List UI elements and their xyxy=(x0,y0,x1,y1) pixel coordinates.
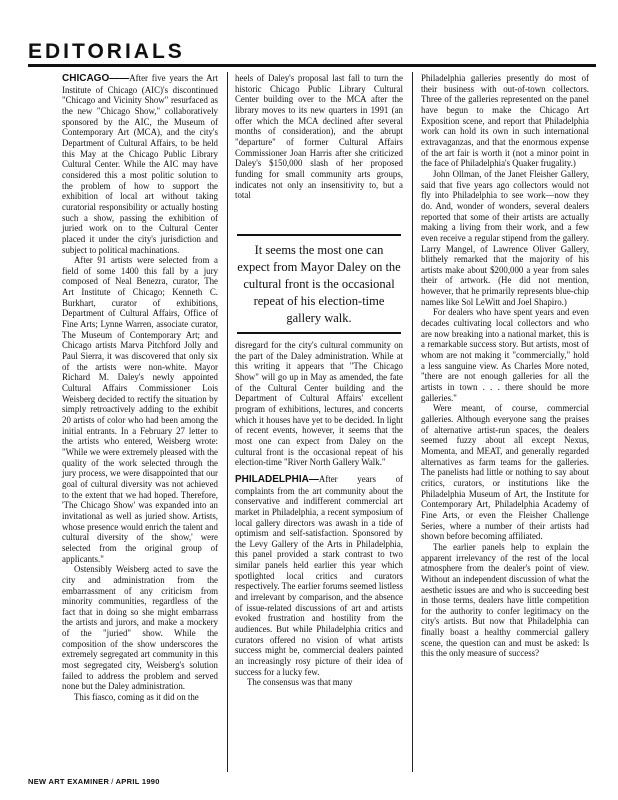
pull-quote-text: It seems the most one can expect from Mayor Daley on the cultural front is the occasional repeat of his election-time gallery walk. xyxy=(237,242,401,325)
paragraph: Were meant, of course, commercial galleries. Although everyone sang the praises of alternative artist-run spaces, the dealers seemed fuzzy about all except Nexus, Momenta, and MEAT, and generally regarded alternatives as farm teams for the galleries. The panelists had little or nothing to say about critics, curators, or institutions like the Philadelphia Museum of Art, the Institute for Contemporary Art, Philadelphia Academy of Fine Arts, or even the Fleisher Challenge Series, where a number of their artists had shown before becoming affiliated. xyxy=(421,403,589,542)
page-title: EDITORIALS xyxy=(28,40,185,63)
column-divider xyxy=(227,72,228,772)
publication-name: NEW ART EXAMINER xyxy=(28,777,110,786)
paragraph: The consensus was that many xyxy=(247,677,353,688)
paragraph: CHICAGO——After five years the Art Institute of Chicago (AIC)'s discontinued "Chicago and Vicinity Show" resurfaced as the new "Chicago Show," collaboratively sponsored by the AIC, the Museum of Contemporary Art (MCA), and the city's Department of Cultural Affairs, to be held this May at the Chicago Public Library Cultural Center. While the AIC may have considered this a most politic solution to the problem of how to support the exhibition of local art without taking curatorial responsibility or actually hosting such a show, passing the exhibition of juried work on to the Cultural Center placed it under the city's jurisdiction and subject to political machinations. xyxy=(62,73,218,255)
pull-quote xyxy=(237,234,401,334)
column-divider xyxy=(412,72,413,772)
column-chicago xyxy=(62,73,218,703)
paragraph: John Ollman, of the Janet Fleisher Gallery, said that five years ago collectors would not fly into Philadelphia to see work—now they do. And, wonder of wonders, several dealers reported that some of their artists are actually making a living from their work, and a few even receive a regular stipend from the gallery. Larry Mangel, of Lawrence Oliver Gallery, blithely remarked that the majority of his artists make about $200,000 a year from sales their of artwork. (He did not mention, however, that he primarily represents blue-chip names like Sol LeWitt and Joel Shapiro.) xyxy=(421,168,589,307)
paragraph: Philadelphia galleries presently do most of their business with out-of-town collectors. Three of the galleries represented on the panel have begun to make the Chicago Art Exposition scene, and report that Philadelphia work can hold its own in such international extravaganzas, and that the enormous expense of the art fair is worth it (not a minor point in the face of Philadelphia's Quaker frugality.) xyxy=(421,73,589,169)
paragraph: After 91 artists were selected from a field of some 1400 this fall by a jury composed of Neal Benezra, curator, The Art Institute of Chicago; Kenneth C. Burkhart, curator of exhibitions, Department of Cultural Affairs, Office of Fine Arts; Lynne Warren, associate curator, The Museum of Contemporary Art; and Chicago artists Marva Pitchford Jolly and Paul Sierra, it was discovered that only six of the artists were non-white. Mayor Richard M. Daley's newly appointed Cultural Affairs Commissioner Lois Weisberg decided to rectify the situation by simply retroactively adding to the exhibit 20 artists of color who had been among the initial entrants. In a February 27 letter to the artists who entered, Weisberg wrote: "While we were extremely pleased with the quality of the work selected through the jury process, we were disappointed that our goal of cultural diversity was not achieved to the extent that we had hoped. Therefore, 'The Chicago Show' was expanded into an invitational as well as juried show. Artists, whose presence would enrich the talent and cultural diversity of the show,' were selected from the original group of applicants." xyxy=(62,255,218,564)
page-footer xyxy=(28,777,160,786)
column-middle-top xyxy=(235,73,403,201)
column-philadelphia xyxy=(421,73,589,659)
issue-date: APRIL 1990 xyxy=(115,777,160,786)
paragraph: Ostensibly Weisberg acted to save the city and administration from the embarrassment of any criticism from minority communities, regardless of the fact that in doing so she might embarrass the artists and jurors, and make a mockery of the "juried" show. While the composition of the show underscores the extremely segregated art community in this most segregated city, Weisberg's solution failed to address the problem and served none but the Daley administration. xyxy=(62,564,218,692)
section-head: PHILADELPHIA— xyxy=(235,473,319,485)
paragraph: heels of Daley's proposal last fall to turn the historic Chicago Public Library Cultural Center building over to the MCA after the library moves to its new quarters in 1991 (an offer which the MCA declined after several months of consideration), and the abrupt "departure" of former Cultural Affairs Commissioner Joan Harris after she criticized Daley's $150,000 slash of her proposed funding for small community arts groups, indicates not only an insensitivity to, but a total xyxy=(235,73,403,201)
paragraph: disregard for the city's cultural community on the part of the Daley administration. While at this writing it appears that "The Chicago Show" will go up in May as amended, the fate of the Cultural Center building and the Department of Cultural Affairs' excellent program of exhibitions, lectures, and concerts which it houses have yet to be decided. In light of recent events, however, it seems that the most one can expect from Daley on the cultural front is the occasional repeat of his election-time "River North Gallery Walk." xyxy=(235,340,403,468)
masthead-rule xyxy=(28,64,596,67)
column-middle-bottom xyxy=(235,340,403,688)
paragraph: For dealers who have spent years and even decades cultivating local collectors and who are now breaking into a national market, this is a remarkable success story. But artists, most of whom are not making it "commercially," hold a less sanguine view. As Charles More noted, "there are not enough galleries for all the artists in town . . . there should be more galleries." xyxy=(421,307,589,403)
paragraph: The earlier panels help to explain the apparent irrelevancy of the rest of the local atmosphere from the dealer's point of view. Without an independent discussion of what the aesthetic issues are and who is succeeding best in those terms, dealers have little competition for the authority to confer legitimacy on the city's artists. But now that Philadelphia can finally boast a healthy commercial gallery scene, the question can and must be asked: Is this the only measure of success? xyxy=(421,541,589,659)
paragraph: PHILADELPHIA—After years of complaints from the art community about the conservative and indifferent commercial art market in Philadelphia, a recent symposium of local gallery directors was awash in a tide of optimism and self-satisfaction. Sponsored by the Levy Gallery of the Arts in Philadelphia, this panel provided a stark contrast to two similar panels held earlier this year which spotlighted local critics and curators respectively. The earlier forums seemed listless and irrelevant by comparison, and the absence of issue-related discussions of art and artists evoked frustration and hostility from the audiences. But while Philadelphia critics and curators offered no vision of what artists success might be, commercial dealers painted an increasingly rosy picture of their idea of success for a lucky few. xyxy=(235,473,403,677)
footer-separator: / xyxy=(111,777,114,786)
section-head: CHICAGO—— xyxy=(62,73,130,84)
paragraph: This fiasco, coming as it did on the xyxy=(74,692,199,703)
